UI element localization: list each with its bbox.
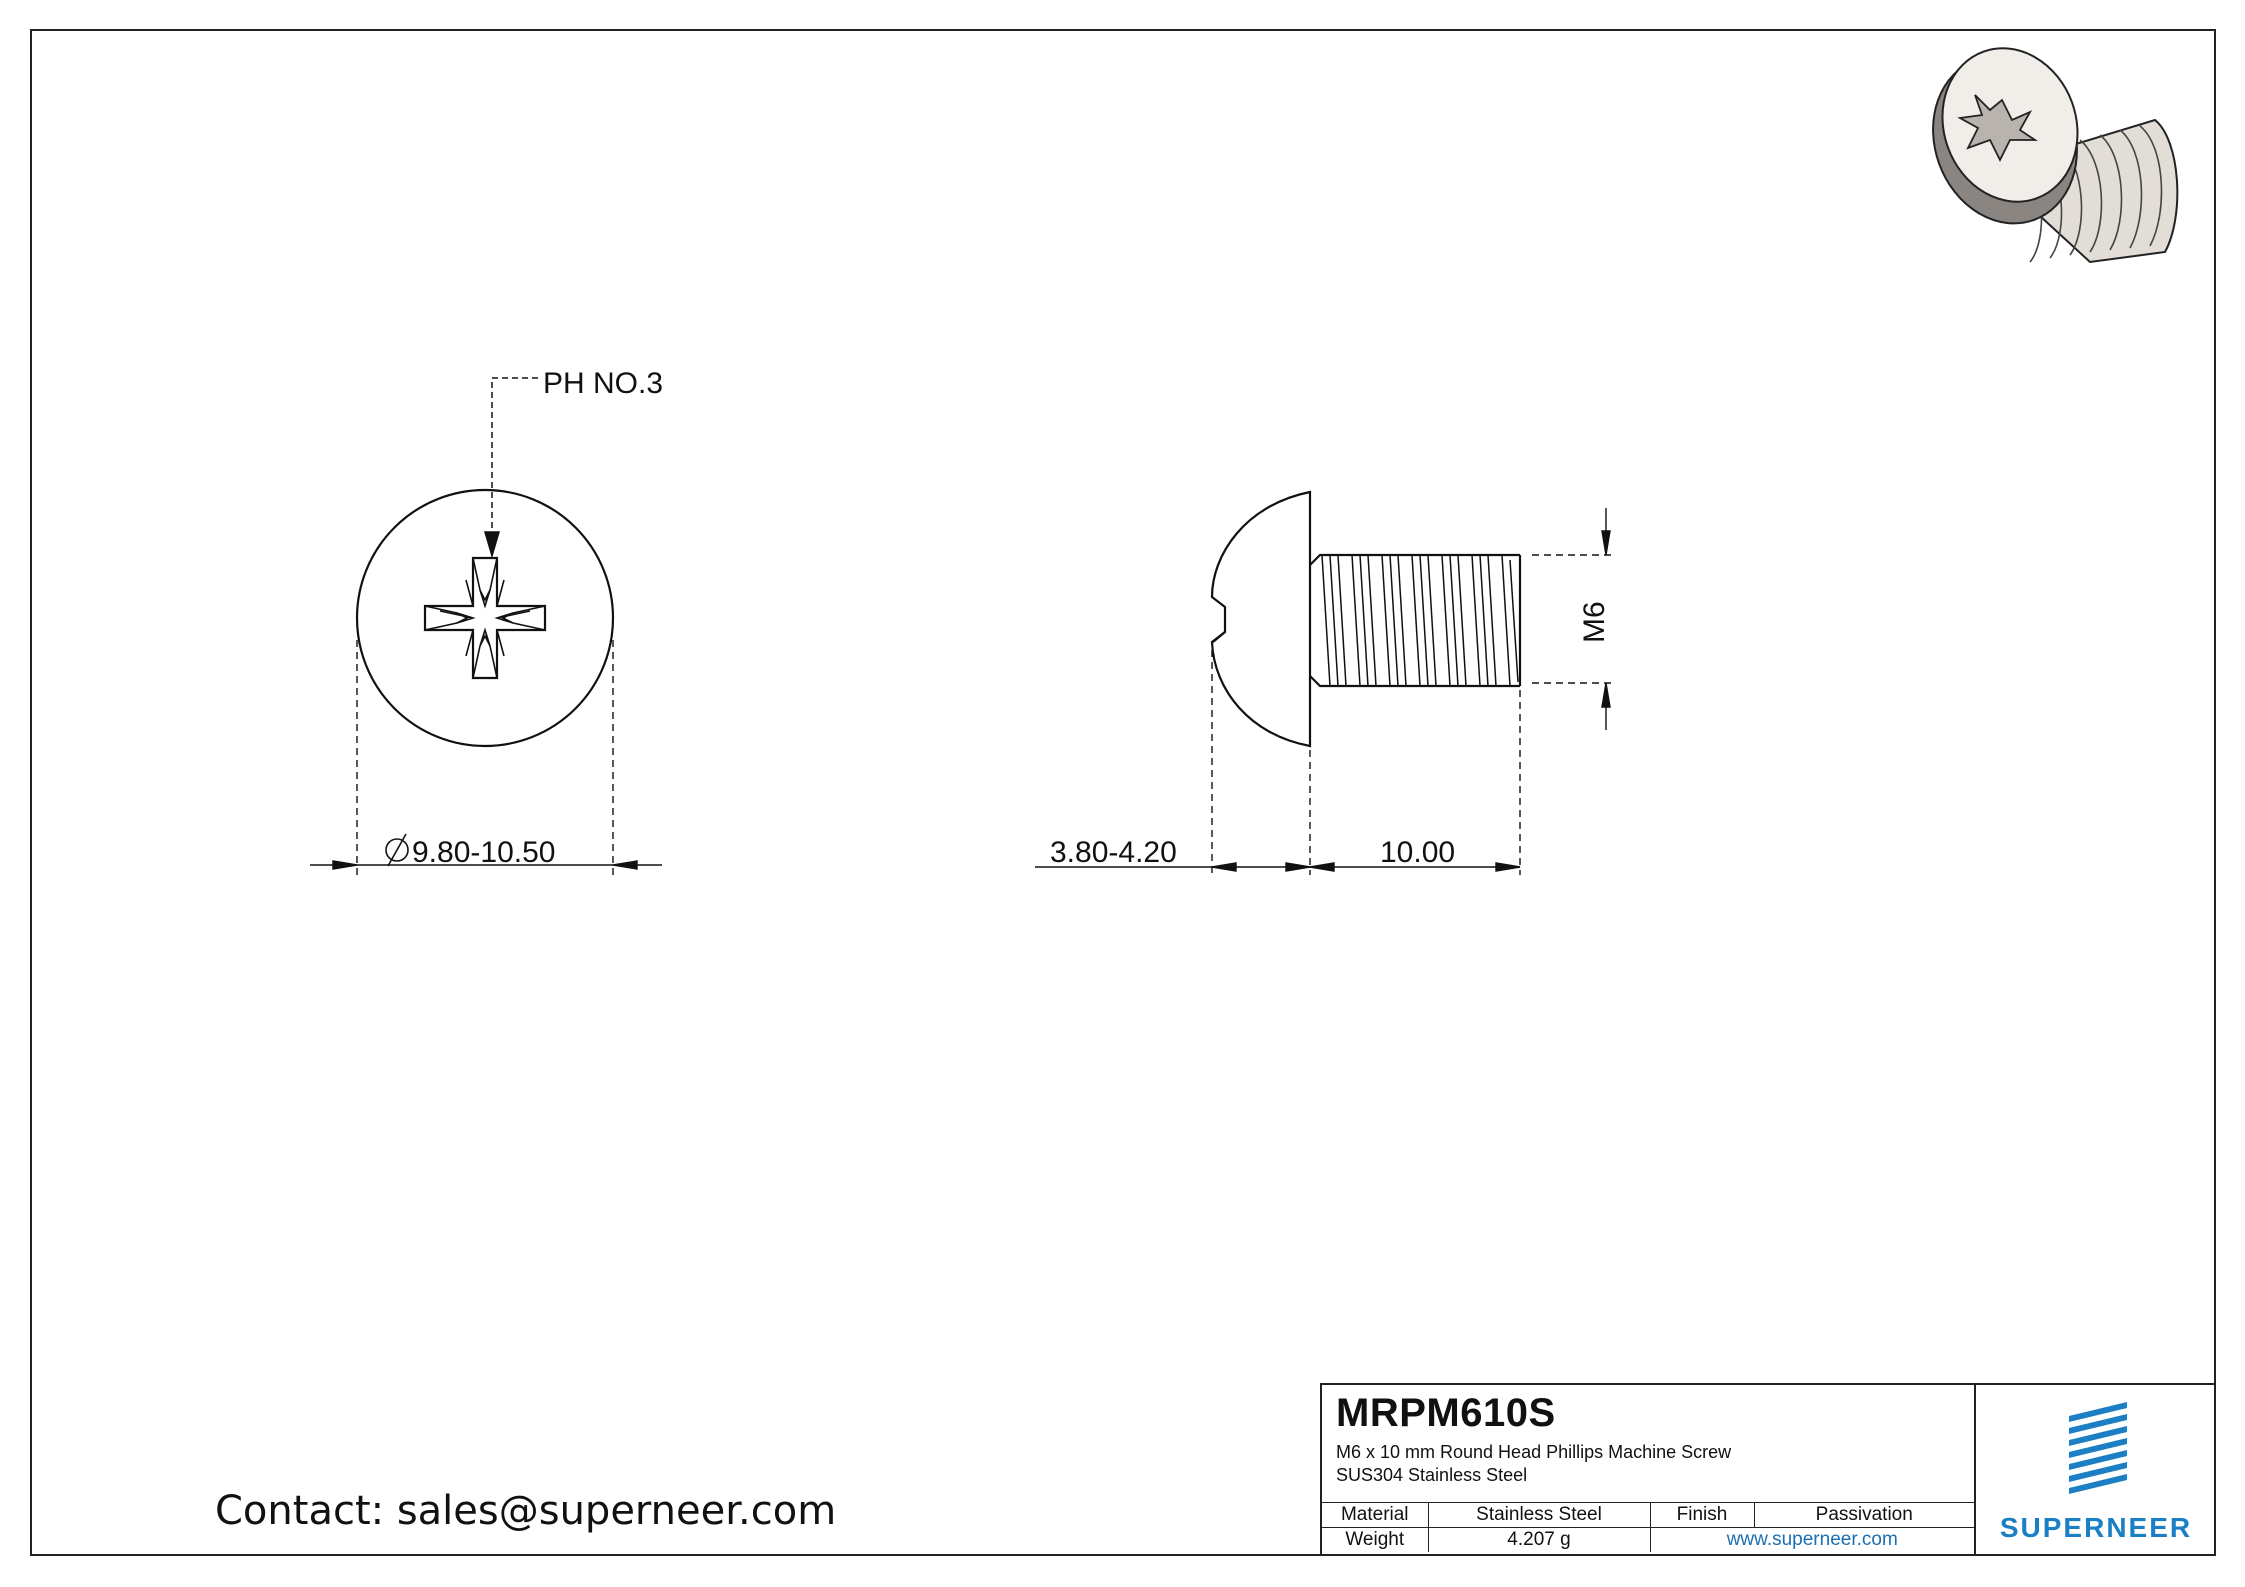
side-view [1212, 492, 1520, 746]
diameter-symbol-icon [386, 834, 408, 866]
properties-table [1322, 1502, 1974, 1552]
weight-label: Weight [1322, 1528, 1428, 1553]
title-block [1320, 1383, 2215, 1555]
superneer-stripes-icon [2065, 1400, 2131, 1496]
thread-lines [1322, 555, 1518, 686]
table-row [1322, 1503, 1974, 1528]
title-block-info [1322, 1385, 1976, 1555]
drive-callout-leader [485, 378, 538, 556]
screw-3d-thumbnail [1910, 29, 2177, 262]
brand-name: SUPERNEER [1999, 1512, 2193, 1543]
material-label: Material [1322, 1503, 1428, 1528]
website-link[interactable]: www.superneer.com [1650, 1528, 1974, 1553]
length-value: 10.00 [1380, 836, 1456, 869]
part-material-description: SUS304 Stainless Steel [1336, 1465, 1528, 1485]
brand-logo [1977, 1385, 2215, 1555]
head-height-value: 3.80-4.20 [1050, 836, 1177, 869]
front-view [357, 490, 613, 746]
weight-value: 4.207 g [1428, 1528, 1650, 1553]
table-row [1322, 1528, 1974, 1553]
part-description: M6 x 10 mm Round Head Phillips Machine Screw [1336, 1442, 1732, 1462]
drive-callout-label: PH NO.3 [543, 367, 664, 400]
head-profile [1212, 492, 1310, 746]
sheet-border [31, 30, 2215, 1555]
finish-label: Finish [1650, 1503, 1754, 1528]
material-value: Stainless Steel [1428, 1503, 1650, 1528]
recess-detail [425, 558, 545, 678]
thread-value: M6 [1578, 601, 1611, 643]
phillips-recess [425, 558, 545, 678]
diameter-value: 9.80-10.50 [412, 836, 556, 869]
contact-line: Contact: sales@superneer.com [215, 1488, 837, 1534]
head-outline [357, 490, 613, 746]
part-number: MRPM610S [1336, 1391, 1556, 1435]
finish-value: Passivation [1754, 1503, 1974, 1528]
